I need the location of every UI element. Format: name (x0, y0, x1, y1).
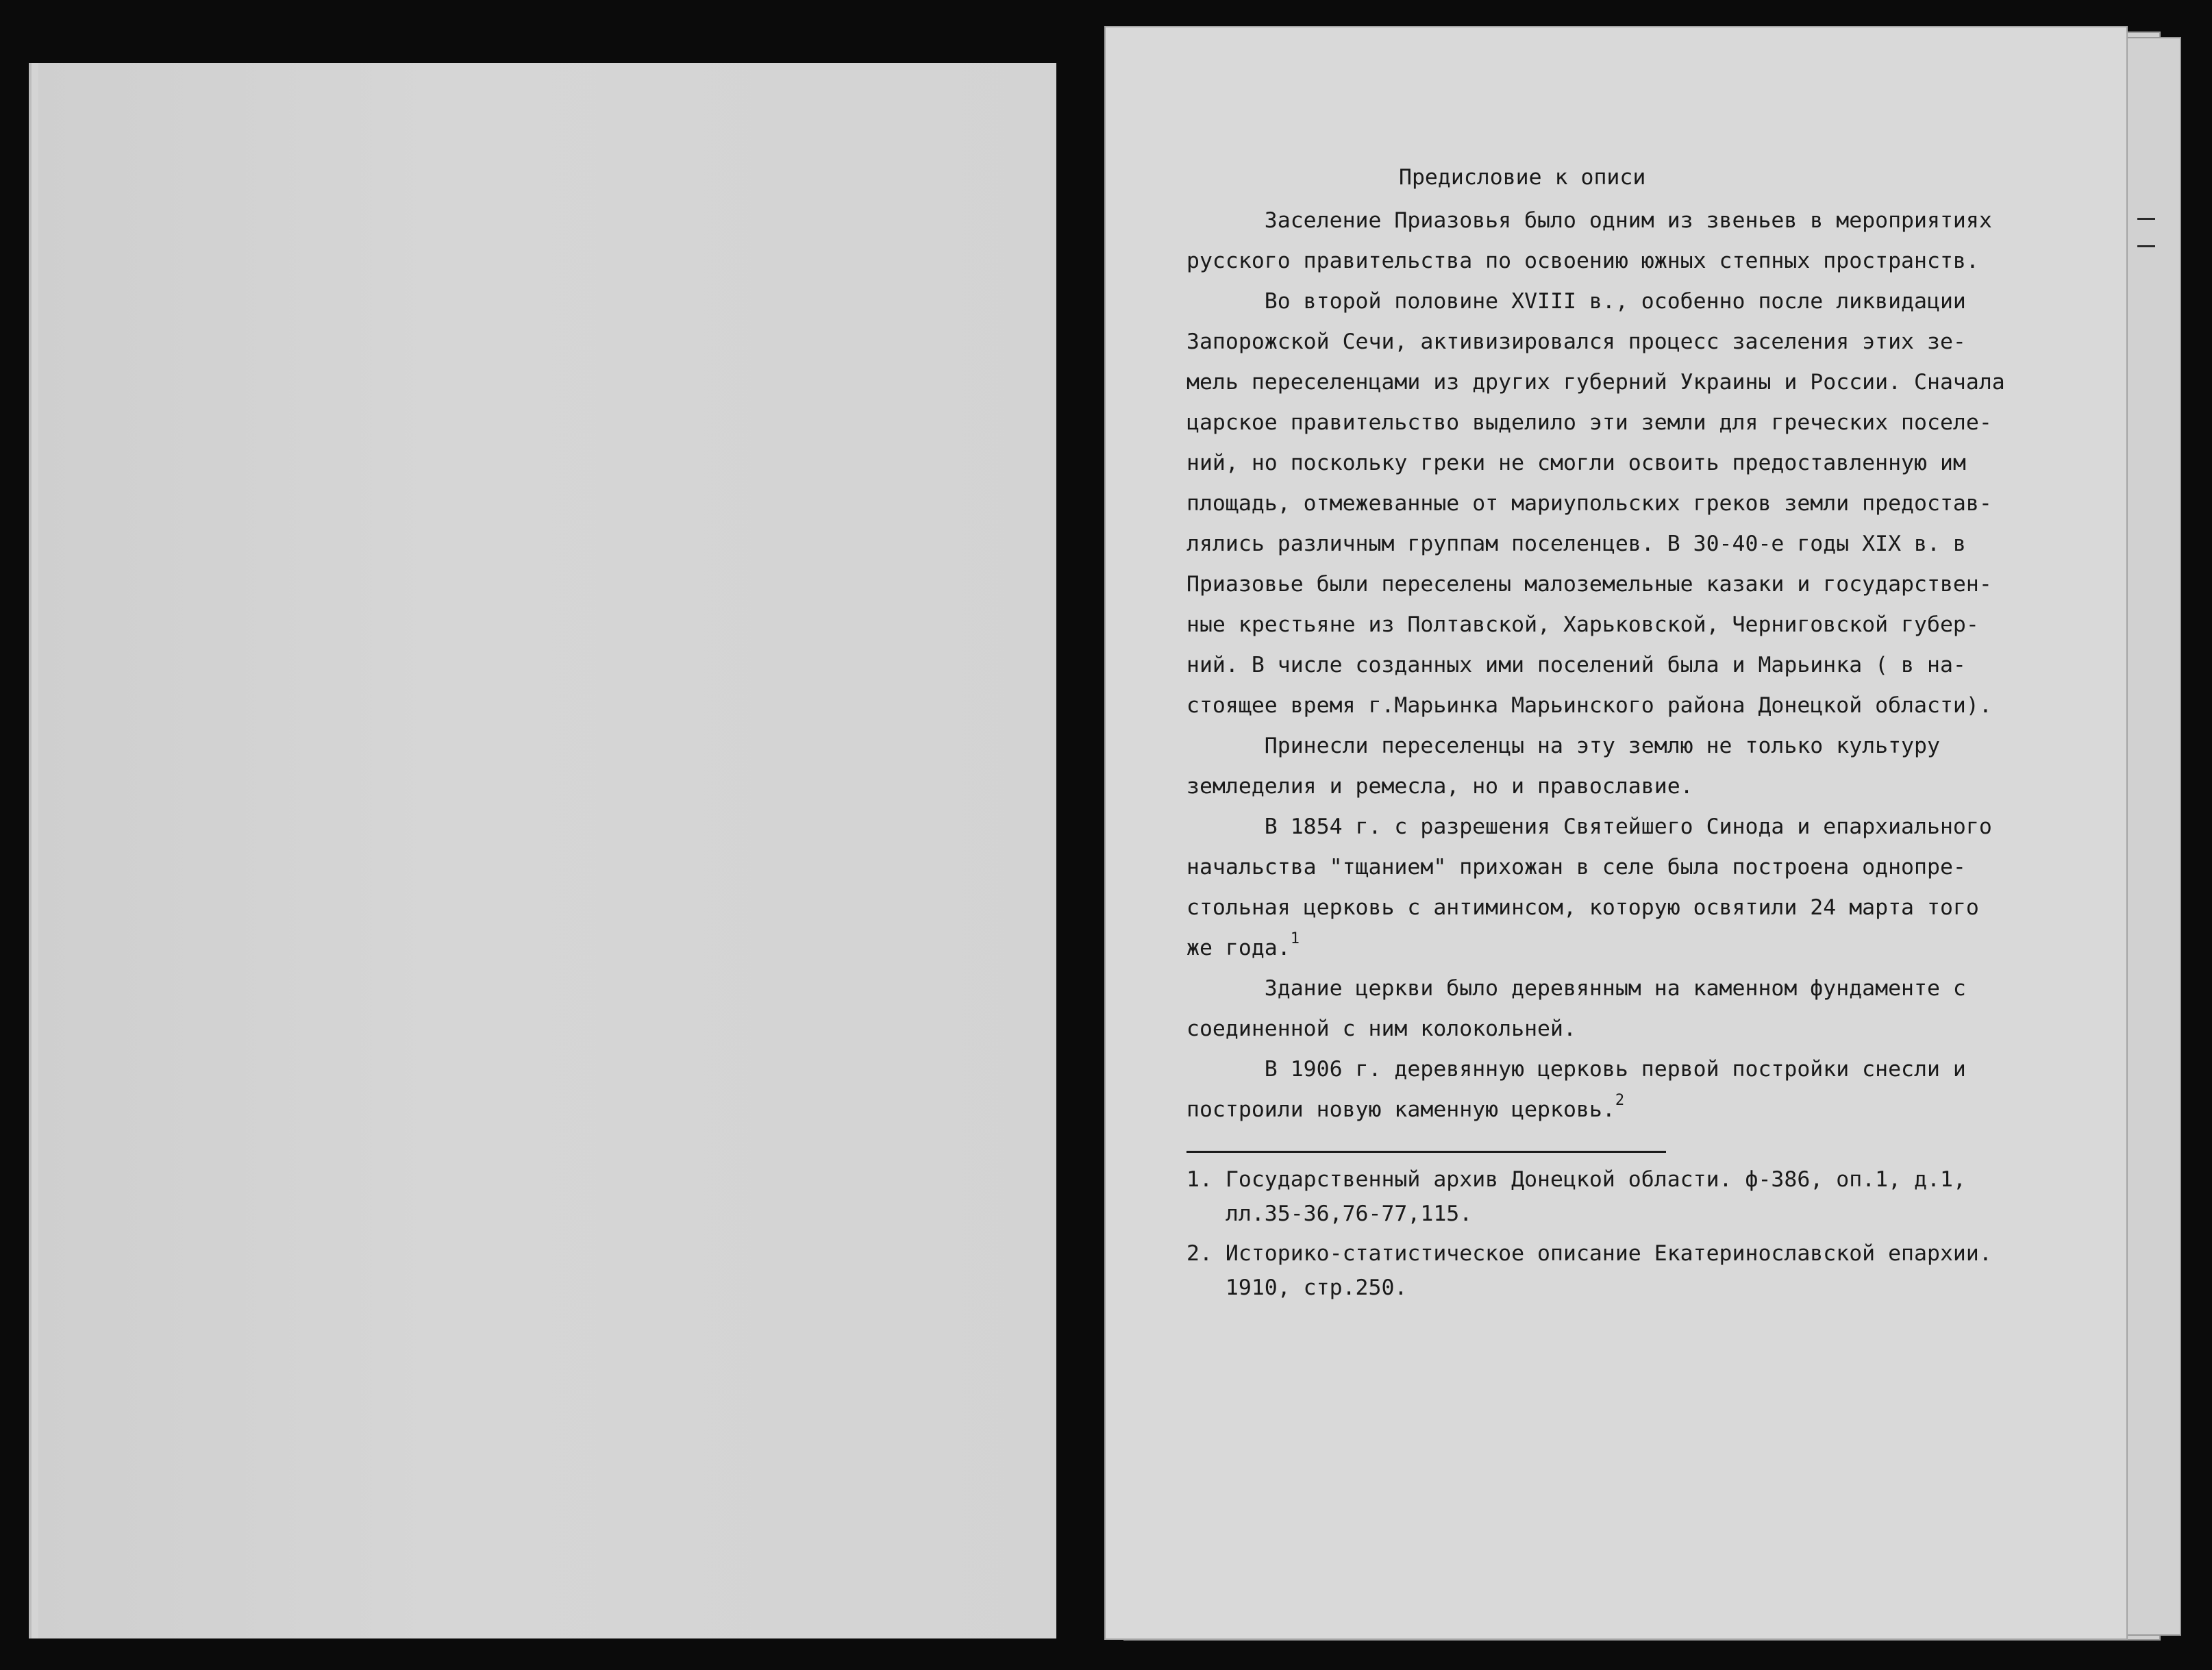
text-line: Заселение Приазовья было одним из звеньев в мероприятиях (1186, 208, 1992, 233)
text-line: В 1854 г. с разрешения Святейшего Синода и епархиального (1186, 814, 1992, 839)
left-page (29, 63, 1059, 1638)
text-line: царское правительство выделило эти земли для греческих поселе- (1186, 410, 1992, 435)
text-line-part: построили новую каменную церковь. (1186, 1097, 1615, 1122)
footnote-mark-1: 1 (1290, 930, 1300, 947)
right-page (1104, 26, 2128, 1640)
footnote-1 (1186, 1162, 2104, 1231)
left-page-surface (38, 63, 1059, 1638)
footnote-line: 1. Государственный архив Донецкой области. ф-386, оп.1, д.1, (1186, 1167, 1966, 1192)
footnote-2 (1186, 1236, 2104, 1305)
text-line: ные крестьяне из Полтавской, Харьковской, Черниговской губер- (1186, 612, 1979, 637)
text-line: площадь, отмежеванные от мариупольских греков земли предостав- (1186, 491, 1992, 516)
book-spine (1056, 14, 1089, 1670)
paragraph-3 (1186, 726, 2104, 807)
text-line: Здание церкви было деревянным на каменном фундаменте с (1186, 976, 1966, 1001)
paragraph-5 (1186, 969, 2104, 1049)
page-text (1186, 158, 2104, 1310)
text-line: Запорожской Сечи, активизировался процесс заселения этих зе- (1186, 329, 1966, 354)
text-line: ний, но поскольку греки не смогли освоить предоставленную им (1186, 451, 1966, 475)
text-line: ний. В числе созданных ими поселений была и Марьинка ( в на- (1186, 653, 1966, 677)
paragraph-6 (1186, 1049, 2104, 1130)
text-line (1186, 1090, 2104, 1130)
text-line: стольная церковь с антиминсом, которую освятили 24 марта того (1186, 895, 1979, 920)
text-line (1186, 928, 2104, 969)
text-line: русского правительства по освоению южных степных пространств. (1186, 249, 1979, 273)
text-line: лялись различным группам поселенцев. В 30-40-е годы XIX в. в (1186, 532, 1966, 556)
text-line: соединенной с ним колокольней. (1186, 1017, 1576, 1041)
footnote-mark-2: 2 (1615, 1091, 1625, 1109)
footnote-line: 2. Историко-статистическое описание Екатеринославской епархии. (1186, 1241, 1992, 1266)
text-line: Во второй половине XVIII в., особенно после ликвидации (1186, 289, 1966, 314)
edge-mark (2137, 218, 2155, 220)
page-title: Предисловие к описи (1399, 165, 1646, 190)
paragraph-1 (1186, 201, 2104, 282)
text-line: В 1906 г. деревянную церковь первой постройки снесли и (1186, 1057, 1966, 1082)
text-line: Принесли переселенцы на эту землю не только культуру (1186, 734, 1940, 758)
text-line: земледелия и ремесла, но и православие. (1186, 774, 1693, 799)
footnote-line: 1910, стр.250. (1186, 1275, 1408, 1300)
footnote-rule (1186, 1151, 1666, 1153)
footnote-line: лл.35-36,76-77,115. (1186, 1201, 1473, 1226)
text-line: начальства "тщанием" прихожан в селе была построена однопре- (1186, 855, 1966, 880)
text-line: мель переселенцами из других губерний Украины и России. Сначала (1186, 370, 2005, 395)
text-line-part: же года. (1186, 936, 1291, 960)
text-line: Приазовье были переселены малоземельные казаки и государствен- (1186, 572, 1992, 597)
footnotes (1186, 1162, 2104, 1305)
text-line: стоящее время г.Марьинка Марьинского района Донецкой области). (1186, 693, 1992, 718)
edge-mark (2137, 245, 2155, 247)
paragraph-4 (1186, 807, 2104, 969)
paragraph-2 (1186, 282, 2104, 726)
